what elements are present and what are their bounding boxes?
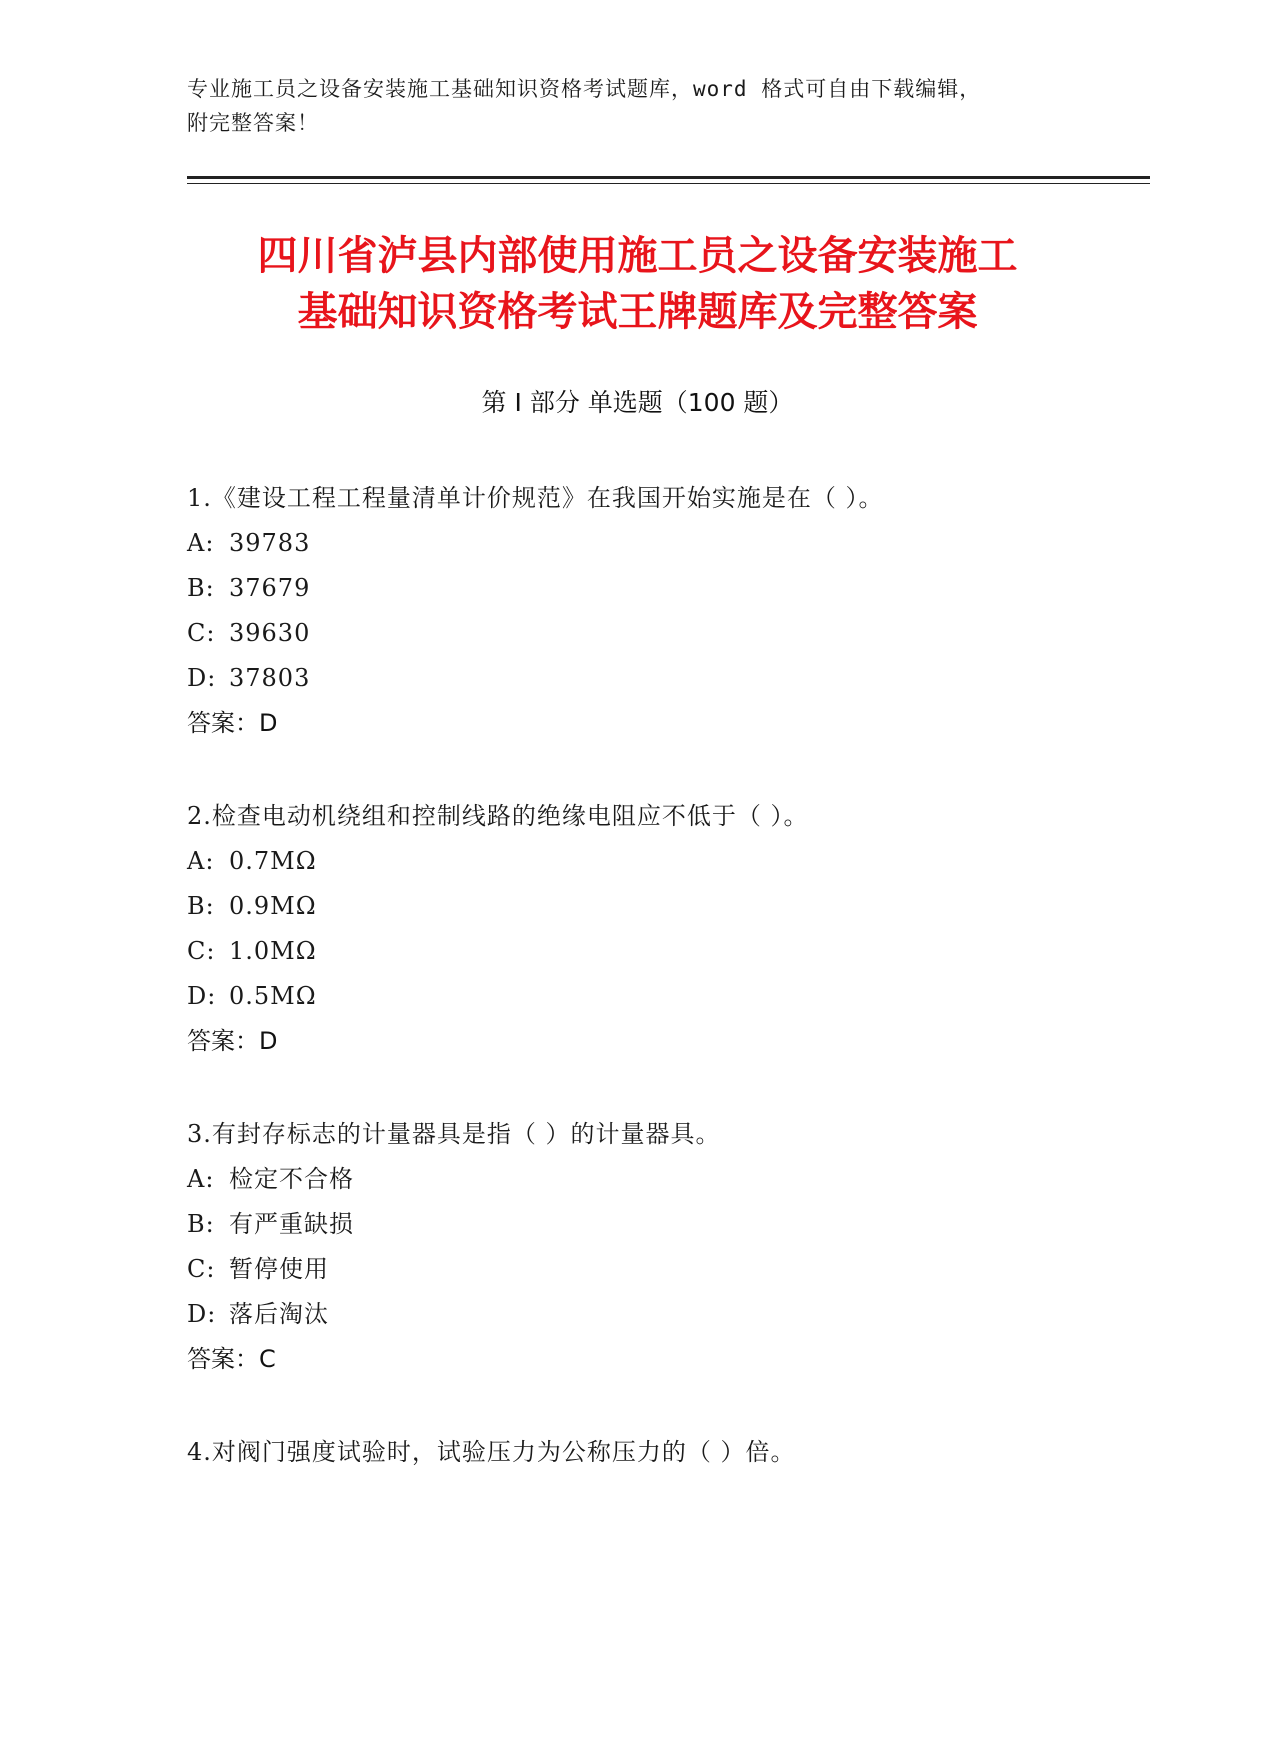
question-stem: 2.检查电动机绕组和控制线路的绝缘电阻应不低于（ ）。: [187, 802, 809, 830]
option-text: 0.9MΩ: [229, 892, 317, 920]
header-note-line-1: 专业施工员之设备安装施工基础知识资格考试题库，word 格式可自由下载编辑，: [187, 77, 982, 101]
question-3: [187, 1112, 1127, 1430]
option-key: C:: [187, 937, 216, 965]
option-key: B:: [187, 574, 215, 602]
question-stem: 4.对阀门强度试验时，试验压力为公称压力的（ ）倍。: [187, 1438, 796, 1466]
header-rule-thin: [187, 183, 1150, 184]
option-text: 暂停使用: [229, 1255, 329, 1283]
option-text: 落后淘汰: [229, 1300, 329, 1328]
option-text: 0.5MΩ: [229, 982, 317, 1010]
option-key: D:: [187, 664, 217, 692]
question-1: [187, 476, 1127, 794]
option-key: C:: [187, 619, 216, 647]
option-a: [187, 839, 1127, 884]
answer-line: 答案：D: [187, 1027, 278, 1055]
option-key: A:: [187, 847, 215, 875]
option-c: [187, 1247, 1127, 1292]
option-text: 有严重缺损: [229, 1210, 354, 1238]
question-stem: 3.有封存标志的计量器具是指（ ）的计量器具。: [187, 1120, 721, 1148]
option-d: [187, 1292, 1127, 1337]
option-d: [187, 974, 1127, 1019]
option-text: 检定不合格: [229, 1165, 354, 1193]
option-b: [187, 884, 1127, 929]
header-note-line-2: 附完整答案！: [187, 111, 319, 135]
question-stem: 1.《建设工程工程量清单计价规范》在我国开始实施是在（ ）。: [187, 484, 884, 512]
option-key: D:: [187, 982, 217, 1010]
question-list: [187, 476, 1127, 1748]
question-2: [187, 794, 1127, 1112]
option-key: C:: [187, 1255, 216, 1283]
option-text: 1.0MΩ: [229, 937, 317, 965]
document-title-line-1: 四川省泸县内部使用施工员之设备安装施工: [257, 233, 1018, 279]
option-b: [187, 566, 1127, 611]
option-key: A:: [187, 529, 215, 557]
option-text: 0.7MΩ: [229, 847, 317, 875]
option-a: [187, 1157, 1127, 1202]
header-note: [187, 72, 1067, 140]
section-heading: 第 I 部分 单选题（100 题）: [481, 388, 794, 417]
option-text: 39783: [229, 529, 311, 557]
option-text: 39630: [229, 619, 311, 647]
option-key: B:: [187, 892, 215, 920]
option-key: D:: [187, 1300, 217, 1328]
document-title: [150, 228, 1125, 340]
option-text: 37679: [229, 574, 311, 602]
option-key: A:: [187, 1165, 215, 1193]
option-c: [187, 611, 1127, 656]
option-key: B:: [187, 1210, 215, 1238]
question-4: [187, 1430, 1127, 1748]
option-d: [187, 656, 1127, 701]
option-c: [187, 929, 1127, 974]
answer-line: 答案：D: [187, 709, 278, 737]
option-b: [187, 1202, 1127, 1247]
header-rule-thick: [187, 176, 1150, 179]
answer-line: 答案：C: [187, 1345, 276, 1373]
option-a: [187, 521, 1127, 566]
option-text: 37803: [229, 664, 311, 692]
document-title-line-2: 基础知识资格考试王牌题库及完整答案: [297, 289, 978, 335]
